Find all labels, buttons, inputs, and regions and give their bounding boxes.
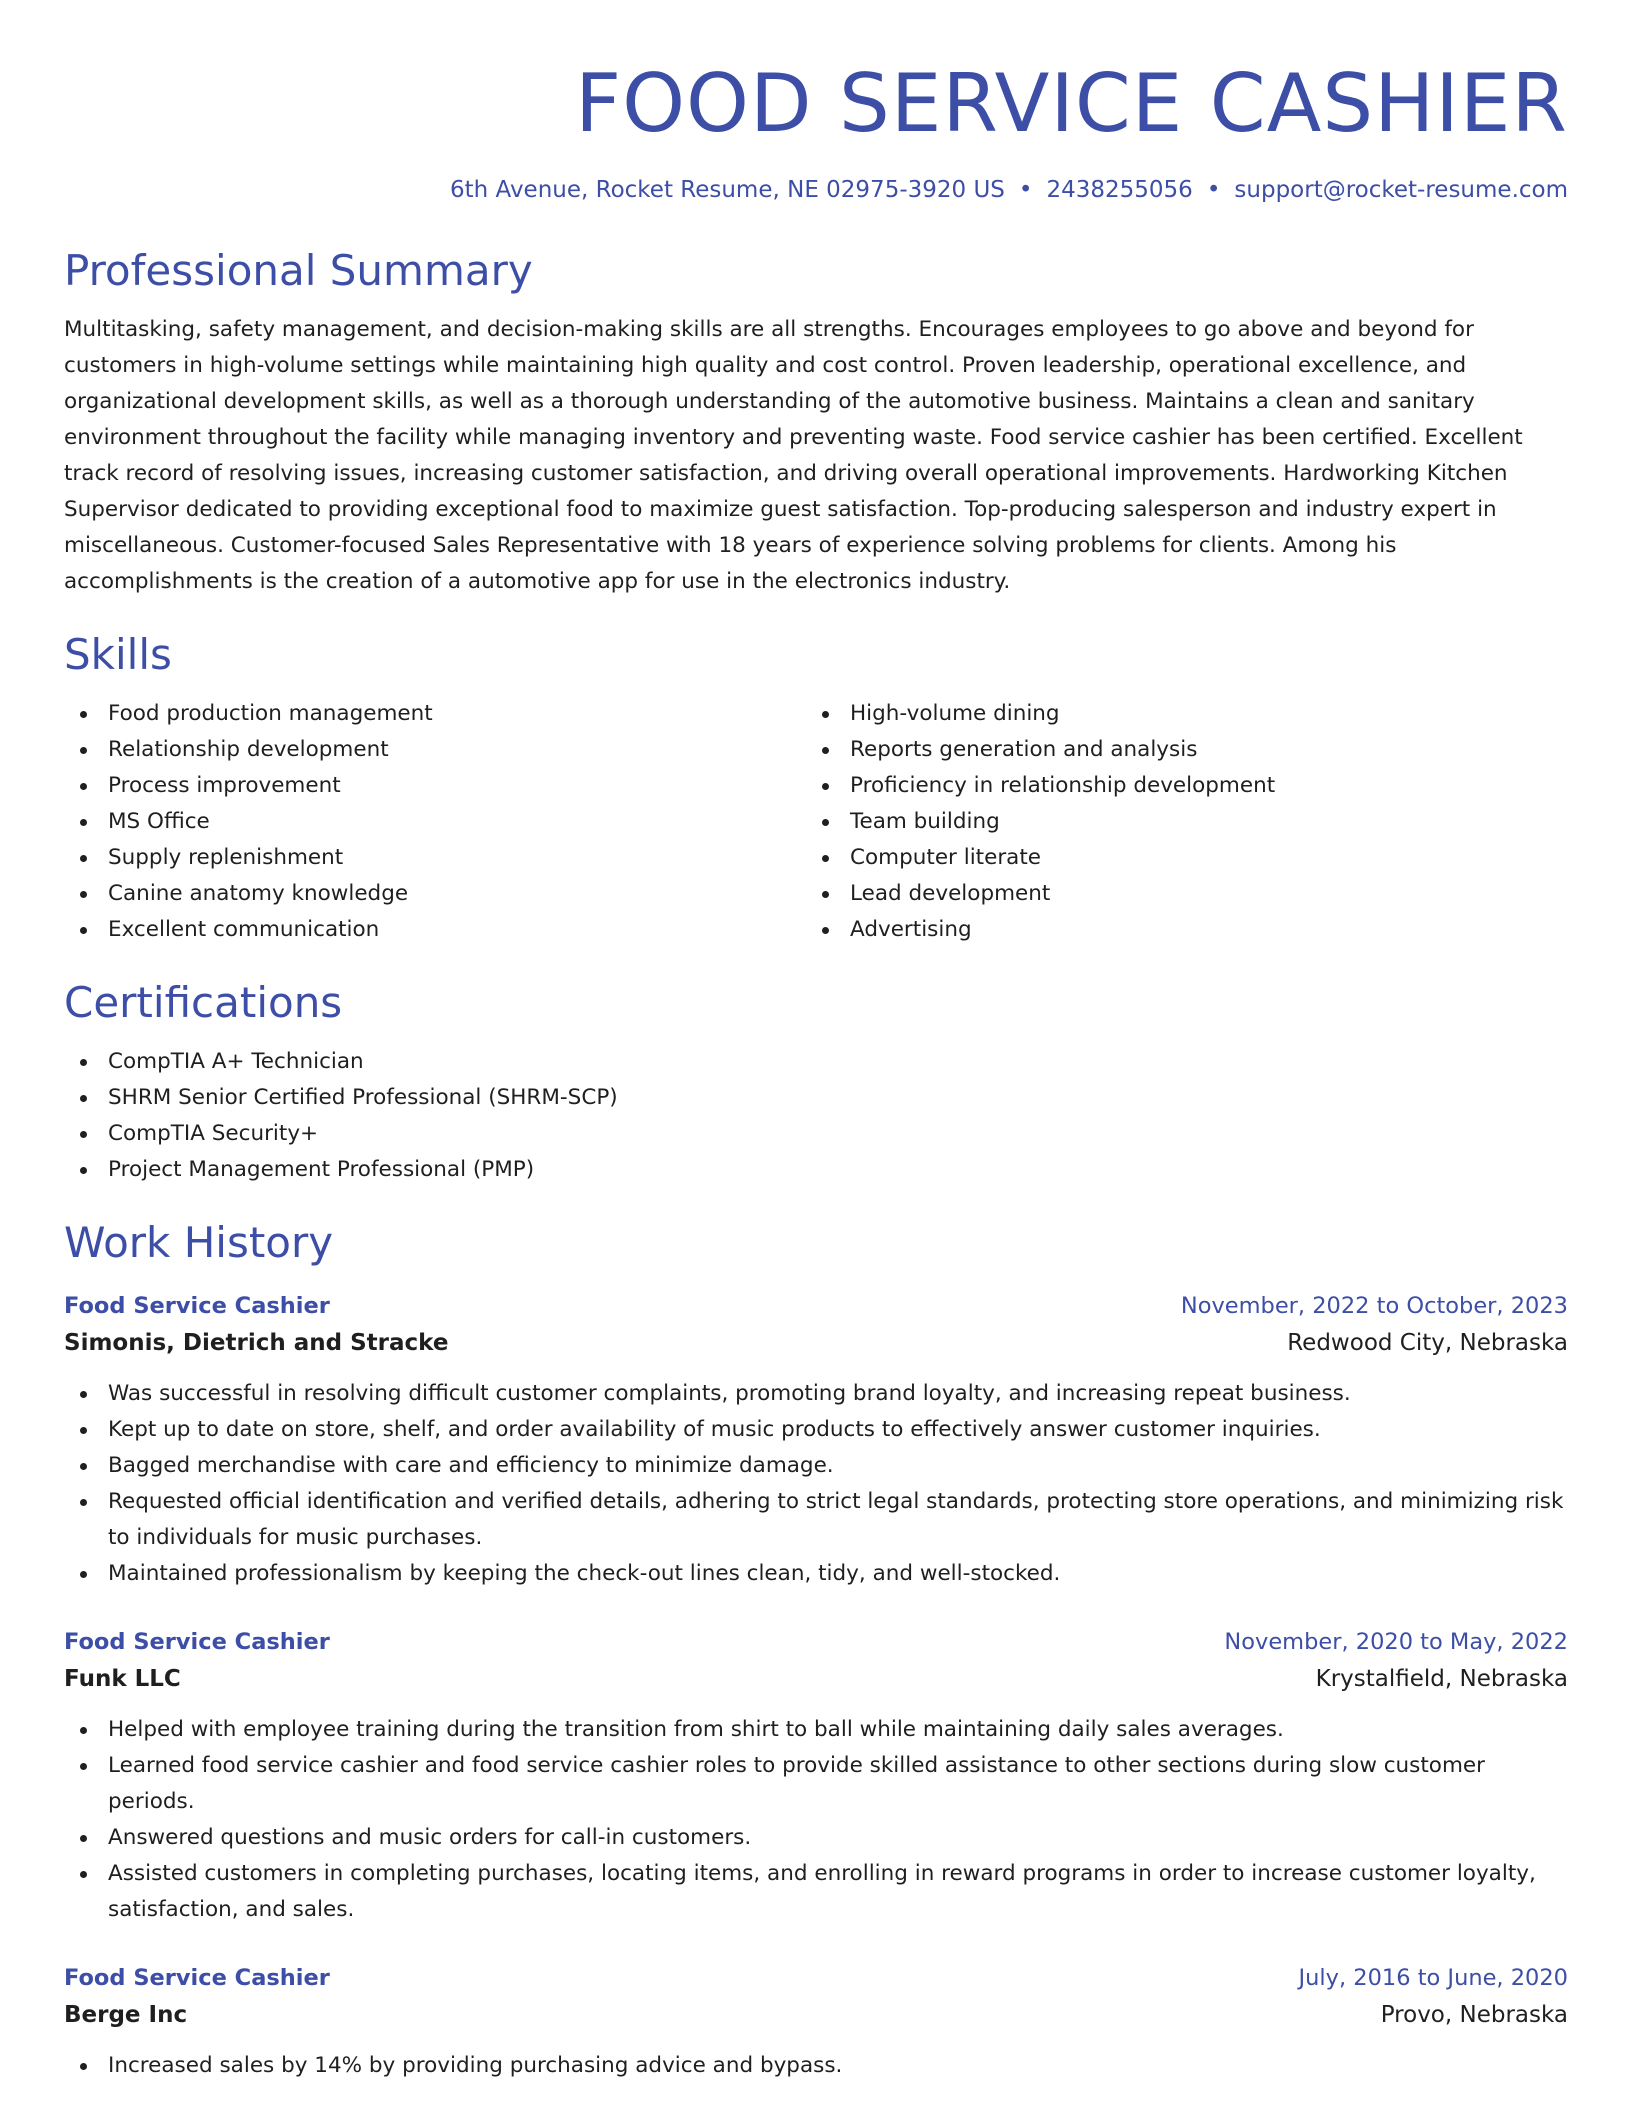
skill-item: Team building [806, 804, 1548, 840]
job-dates: July, 2016 to June, 2020 [1298, 1965, 1568, 1991]
job-title: Food Service Cashier [64, 1293, 330, 1319]
skill-item: Relationship development [64, 732, 806, 768]
certification-list [64, 1044, 1568, 1188]
skill-item: Advertising [806, 912, 1548, 948]
job-company-row [64, 1324, 1568, 1362]
job-entry [64, 1624, 1568, 1928]
job-company-row [64, 1996, 1568, 2034]
skill-item: Process improvement [64, 768, 806, 804]
job-entry [64, 1960, 1568, 2084]
job-bullet: Was successful in resolving difficult customer complaints, promoting brand loyalty, and increasing repeat business. [64, 1376, 1568, 1412]
job-bullet: Requested official identification and verified details, adhering to strict legal standards, protecting store operations, and minimizing risk to individuals for music purchases. [64, 1484, 1568, 1556]
job-bullet: Helped with employee training during the transition from shirt to ball while maintaining daily sales averages. [64, 1712, 1568, 1748]
skills-right-column [806, 696, 1548, 948]
contact-address: 6th Avenue, Rocket Resume, NE 02975-3920 US [450, 177, 1005, 203]
job-company: Berge Inc [64, 2002, 188, 2028]
job-dates: November, 2020 to May, 2022 [1224, 1629, 1568, 1655]
contact-separator: • [1206, 177, 1221, 203]
contact-phone: 2438255056 [1046, 177, 1193, 203]
section-title-skills: Skills [64, 630, 172, 679]
skill-item: High-volume dining [806, 696, 1548, 732]
skills-grid [64, 696, 1568, 948]
resume-header [64, 54, 1568, 206]
job-bullets [64, 1712, 1568, 1928]
skills-left-column [64, 696, 806, 948]
job-bullets [64, 1376, 1568, 1592]
certification-item: SHRM Senior Certified Professional (SHRM-SCP) [64, 1080, 1568, 1116]
job-location: Provo, Nebraska [1380, 2002, 1568, 2028]
job-bullet: Bagged merchandise with care and efficiency to minimize damage. [64, 1448, 1568, 1484]
skill-item: MS Office [64, 804, 806, 840]
job-company: Simonis, Dietrich and Stracke [64, 1330, 449, 1356]
job-bullet: Kept up to date on store, shelf, and order availability of music products to effectively answer customer inquiries. [64, 1412, 1568, 1448]
summary-text: Multitasking, safety management, and decision-making skills are all strengths. Encourages employees to go above and beyond for customers in high-volume settings while maintaining high quality and cost control. Proven leadership, operational excellence, and organizational development skills, as well as a thorough understanding of the automotive business. Maintains a clean and sanitary environment throughout the facility while managing inventory and preventing waste. Food service cashier has been certified. Excellent track record of resolving issues, increasing customer satisfaction, and driving overall operational improvements. Hardworking Kitchen Supervisor dedicated to providing exceptional food to maximize guest satisfaction. Top-producing salesperson and industry expert in miscellaneous. Customer-focused Sales Representative with 18 years of experience solving problems for clients. Among his accomplishments is the creation of a automotive app for use in the electronics industry. [64, 317, 1523, 594]
job-bullet: Assisted customers in completing purchases, locating items, and enrolling in reward programs in order to increase customer loyalty, satisfaction, and sales. [64, 1856, 1568, 1928]
job-entry [64, 1288, 1568, 1592]
skill-item: Excellent communication [64, 912, 806, 948]
work-history-section [64, 1216, 1568, 2084]
certification-item: Project Management Professional (PMP) [64, 1152, 1568, 1188]
skill-item: Lead development [806, 876, 1548, 912]
skill-item: Proficiency in relationship development [806, 768, 1548, 804]
job-company-row [64, 1660, 1568, 1698]
job-dates: November, 2022 to October, 2023 [1180, 1293, 1568, 1319]
job-location: Krystalfield, Nebraska [1315, 1666, 1568, 1692]
skill-item: Food production management [64, 696, 806, 732]
skill-item: Computer literate [806, 840, 1548, 876]
section-title-summary: Professional Summary [64, 246, 533, 295]
certification-item: CompTIA A+ Technician [64, 1044, 1568, 1080]
job-header-row [64, 1960, 1568, 1996]
skills-section [64, 628, 1568, 948]
skill-item: Supply replenishment [64, 840, 806, 876]
job-location: Redwood City, Nebraska [1287, 1330, 1568, 1356]
job-bullets [64, 2048, 1568, 2084]
job-bullet: Increased sales by 14% by providing purchasing advice and bypass. [64, 2048, 1568, 2084]
job-title: Food Service Cashier [64, 1965, 330, 1991]
contact-email: support@rocket-resume.com [1234, 177, 1568, 203]
job-company: Funk LLC [64, 1666, 181, 1692]
job-bullet: Learned food service cashier and food service cashier roles to provide skilled assistance to other sections during slow customer periods. [64, 1748, 1568, 1820]
job-header-row [64, 1288, 1568, 1324]
skill-item: Reports generation and analysis [806, 732, 1548, 768]
certification-item: CompTIA Security+ [64, 1116, 1568, 1152]
section-title-certifications: Certifications [64, 978, 343, 1027]
certifications-section [64, 976, 1568, 1188]
job-bullet: Answered questions and music orders for call-in customers. [64, 1820, 1568, 1856]
job-title: Food Service Cashier [64, 1629, 330, 1655]
skill-item: Canine anatomy knowledge [64, 876, 806, 912]
candidate-name: FOOD SERVICE CASHIER [575, 57, 1568, 150]
job-bullet: Maintained professionalism by keeping the check-out lines clean, tidy, and well-stocked. [64, 1556, 1568, 1592]
contact-separator: • [1018, 177, 1033, 203]
summary-section [64, 244, 1568, 600]
job-header-row [64, 1624, 1568, 1660]
contact-line [64, 174, 1568, 206]
section-title-work-history: Work History [64, 1218, 334, 1267]
